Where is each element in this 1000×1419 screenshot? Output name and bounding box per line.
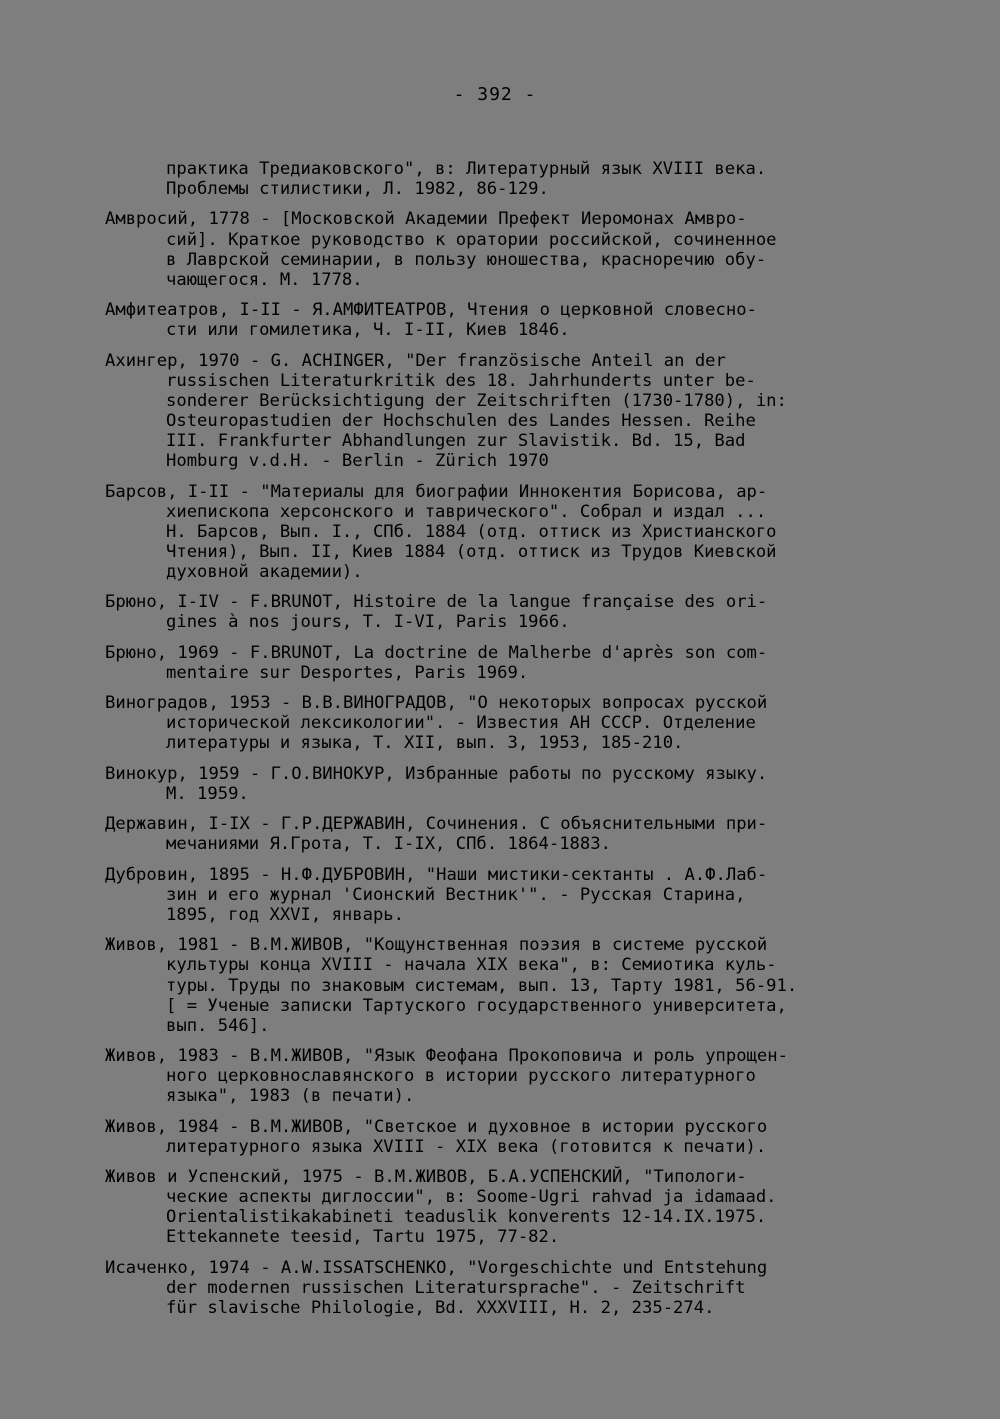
entry-line: Чтения), Вып. II, Киев 1884 (отд. оттиск из Трудов Киевской bbox=[166, 541, 777, 562]
entry-line: Державин, I-IX - Г.Р.ДЕРЖАВИН, Сочинения. С объяснительными при- bbox=[105, 814, 768, 835]
bibliography-entry bbox=[105, 814, 895, 854]
entry-line: Н. Барсов, Вып. I., СПб. 1884 (отд. оттиск из Христианского bbox=[166, 521, 777, 542]
entry-line: культуры конца XVIII - начала XIX века", в: Семиотика куль- bbox=[166, 955, 777, 976]
entry-line: сий]. Краткое руководство к оратории российской, сочиненное bbox=[166, 229, 777, 250]
entry-line: вып. 546]. bbox=[166, 1015, 270, 1036]
bibliography-entry bbox=[105, 1167, 895, 1247]
entry-line: сти или гомилетика, Ч. I-II, Киев 1846. bbox=[166, 320, 570, 341]
entry-line: russischen Literaturkritik des 18. Jahrhunderts unter be- bbox=[166, 370, 756, 391]
entry-line: Живов, 1984 - В.М.ЖИВОВ, "Светское и духовное в истории русского bbox=[105, 1116, 768, 1137]
bibliography-entry bbox=[105, 159, 895, 199]
entry-line: исторической лексикологии". - Известия АН СССР. Отделение bbox=[166, 713, 756, 734]
entry-line: III. Frankfurter Abhandlungen zur Slavistik. Bd. 15, Bad bbox=[166, 431, 746, 452]
entry-line: Брюно, I-IV - F.BRUNOT, Histoire de la langue française des ori- bbox=[105, 592, 768, 613]
entry-line: Ettekannete teesid, Tartu 1975, 77-82. bbox=[166, 1227, 560, 1248]
entry-line: Винокур, 1959 - Г.О.ВИНОКУР, Избранные работы по русскому языку. bbox=[105, 763, 768, 784]
entry-line: Ахингер, 1970 - G. ACHINGER, "Der französische Anteil an der bbox=[105, 350, 726, 371]
entry-line: Homburg v.d.H. - Berlin - Zürich 1970 bbox=[166, 451, 549, 472]
entry-line: der modernen russischen Literatursprache". - Zeitschrift bbox=[166, 1277, 746, 1298]
bibliography-entry bbox=[105, 935, 895, 1035]
entry-line: ческие аспекты диглоссии", в: Soome-Ugri rahvad ja idamaad. bbox=[166, 1187, 777, 1208]
entry-line: практика Тредиаковского", в: Литературный язык XVIII века. bbox=[166, 159, 767, 179]
entry-line: духовной академии). bbox=[166, 561, 363, 582]
entry-line: литературного языка XVIII - XIX века (готовится к печати). bbox=[166, 1136, 767, 1157]
bibliography-entry bbox=[105, 209, 895, 289]
entry-line: Живов и Успенский, 1975 - В.М.ЖИВОВ, Б.А.УСПЕНСКИЙ, "Типологи- bbox=[105, 1167, 747, 1188]
entry-line: Брюно, 1969 - F.BRUNOT, La doctrine de Malherbe d'après son com- bbox=[105, 642, 768, 663]
bibliography-entry bbox=[105, 1258, 895, 1318]
bibliography-entry bbox=[105, 693, 895, 753]
entry-line: литературы и языка, Т. XII, вып. 3, 1953, 185-210. bbox=[166, 733, 684, 754]
bibliography-entry bbox=[105, 1117, 895, 1157]
bibliography-entry bbox=[105, 643, 895, 683]
bibliography-entry bbox=[105, 865, 895, 925]
page-number: - 392 - bbox=[453, 84, 537, 105]
entry-line: Виноградов, 1953 - В.В.ВИНОГРАДОВ, "О некоторых вопросах русской bbox=[105, 693, 768, 714]
entry-line: Амфитеатров, I-II - Я.АМФИТЕАТРОВ, Чтения о церковной словесно- bbox=[105, 300, 757, 321]
bibliography-entry bbox=[105, 351, 895, 472]
entry-line: 1895, год XXVI, январь. bbox=[166, 904, 404, 925]
entry-line: [ = Ученые записки Тартуского государственного университета, bbox=[166, 995, 787, 1016]
bibliography-entry bbox=[105, 300, 895, 340]
bibliography-entry bbox=[105, 482, 895, 582]
entry-line: Orientalistikakabineti teaduslik konverents 12-14.IX.1975. bbox=[166, 1207, 767, 1228]
entry-line: чающегося. М. 1778. bbox=[166, 269, 363, 290]
entry-line: ного церковнославянского в истории русского литературного bbox=[166, 1066, 756, 1087]
entry-line: sonderer Berücksichtigung der Zeitschriften (1730-1780), in: bbox=[166, 390, 787, 411]
entry-line: für slavische Philologie, Bd. XXXVIII, H. 2, 235-274. bbox=[166, 1298, 715, 1319]
entry-line: зин и его журнал 'Сионский Вестник'". - Русская Старина, bbox=[166, 884, 746, 905]
bibliography-entry bbox=[105, 592, 895, 632]
bibliography-entry bbox=[105, 1046, 895, 1106]
entry-line: Дубровин, 1895 - Н.Ф.ДУБРОВИН, "Наши мистики-сектанты . А.Ф.Лаб- bbox=[105, 864, 768, 885]
entry-line: М. 1959. bbox=[166, 783, 249, 804]
entry-line: Проблемы стилистики, Л. 1982, 86-129. bbox=[166, 179, 549, 200]
entry-line: Амвросий, 1778 - [Московской Академии Префект Иеромонах Амвро- bbox=[105, 209, 747, 230]
bibliography-entry bbox=[105, 764, 895, 804]
entry-line: мечаниями Я.Грота, Т. I-IX, СПб. 1864-1883. bbox=[166, 834, 611, 855]
entry-line: Барсов, I-II - "Материалы для биографии Иннокентия Борисова, ар- bbox=[105, 481, 768, 502]
entry-line: mentaire sur Desportes, Paris 1969. bbox=[166, 662, 529, 683]
entry-line: Живов, 1983 - В.М.ЖИВОВ, "Язык Феофана Прокоповича и роль упрощен- bbox=[105, 1046, 788, 1067]
entry-line: туры. Труды по знаковым системам, вып. 13, Тарту 1981, 56-91. bbox=[166, 975, 798, 996]
entry-line: хиепископа херсонского и таврического". Собрал и издал ... bbox=[166, 501, 767, 522]
entry-line: в Лаврской семинарии, в пользу юношества, красноречию обу- bbox=[166, 249, 767, 270]
entry-line: Osteuropastudien der Hochschulen des Landes Hessen. Reihe bbox=[166, 410, 756, 431]
entry-line: Живов, 1981 - В.М.ЖИВОВ, "Кощунственная поэзия в системе русской bbox=[105, 935, 768, 956]
bibliography-list bbox=[105, 159, 895, 1328]
entry-line: gines à nos jours, T. I-VI, Paris 1966. bbox=[166, 612, 570, 633]
entry-line: языка", 1983 (в печати). bbox=[166, 1086, 415, 1107]
entry-line: Исаченко, 1974 - A.W.ISSATSCHENKO, "Vorgeschichte und Entstehung bbox=[105, 1257, 768, 1278]
